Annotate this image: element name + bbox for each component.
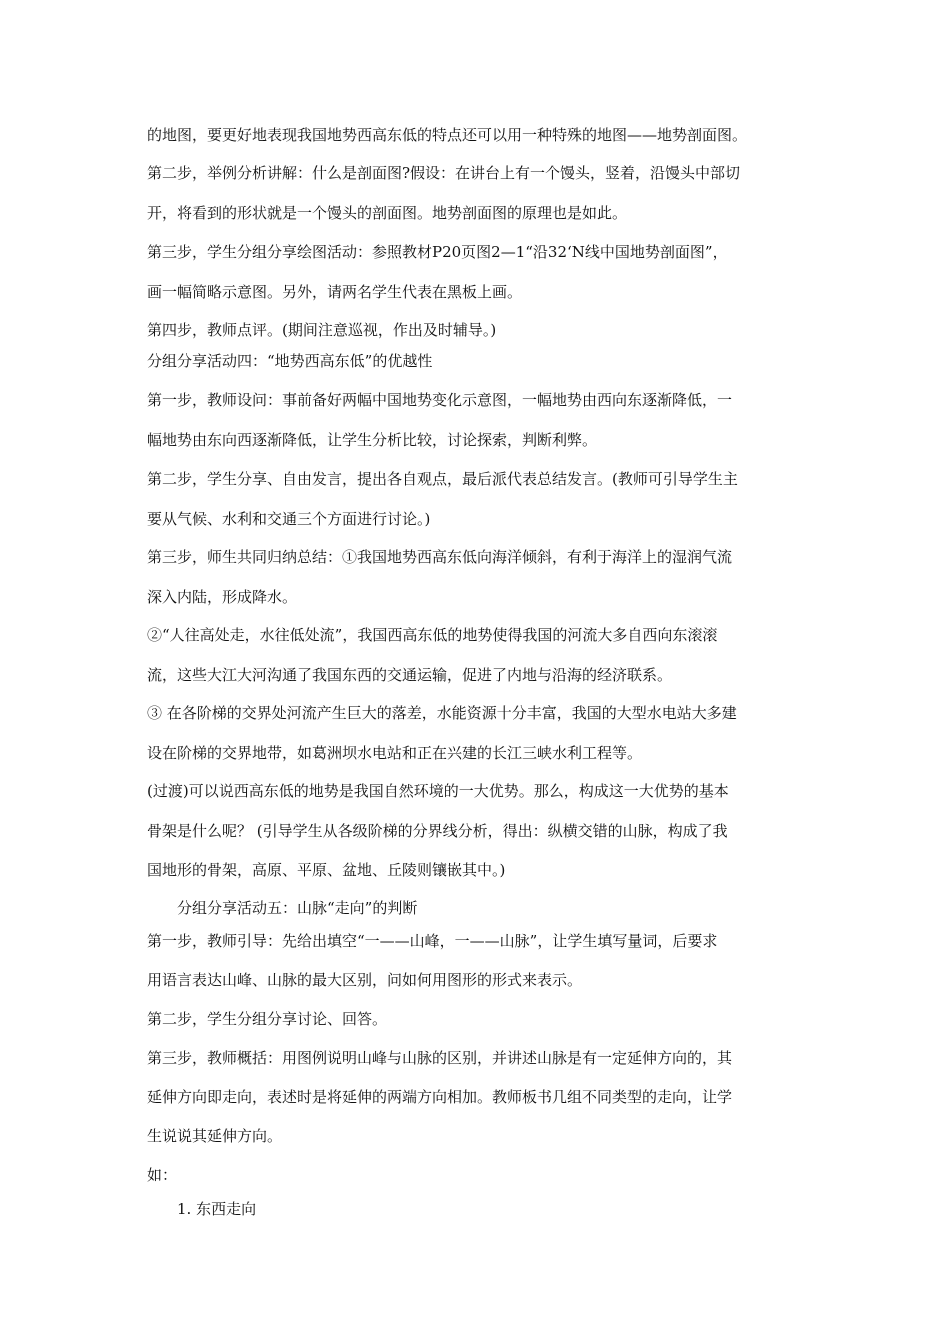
- section-heading-activity-5: 分组分享活动五：山脉“走向”的判断: [177, 899, 418, 917]
- text-line-6: 第四步，教师点评。(期间注意巡视，作出及时辅导。): [147, 321, 497, 339]
- text-line-18: (过渡)可以说西高东低的地势是我国自然环境的一大优势。那么，构成这一大优势的基本: [147, 782, 729, 800]
- text-line-2: 第二步，举例分析讲解：什么是剖面图?假设：在讲台上有一个馒头，竖着，沿馒头中部切: [147, 164, 741, 182]
- text-line-1: 的地图，要更好地表现我国地势西高东低的特点还可以用一种特殊的地图——地势剖面图。: [147, 126, 748, 144]
- text-line-14: ②“人往高处走，水往低处流”，我国西高东低的地势使得我国的河流大多自西向东滚滚: [147, 626, 718, 644]
- section-heading-activity-4: 分组分享活动四：“地势西高东低”的优越性: [147, 352, 433, 370]
- text-line-19: 骨架是什么呢？ (引导学生从各级阶梯的分界线分析，得出：纵横交错的山脉，构成了我: [147, 822, 728, 840]
- text-line-11: 要从气候、水利和交通三个方面进行讨论。): [147, 510, 431, 528]
- text-line-20: 国地形的骨架，高原、平原、盆地、丘陵则镶嵌其中。): [147, 861, 506, 879]
- text-line-25: 第三步，教师概括：用图例说明山峰与山脉的区别，并讲述山脉是有一定延伸方向的，其: [147, 1049, 733, 1067]
- text-line-16: ③ 在各阶梯的交界处河流产生巨大的落差，水能资源十分丰富，我国的大型水电站大多建: [147, 704, 737, 722]
- text-line-4: 第三步，学生分组分享绘图活动：参照教材P20页图2—1“沿32‘N线中国地势剖面图”，: [147, 243, 728, 261]
- text-line-28: 如：: [147, 1166, 178, 1184]
- text-line-26: 延伸方向即走向，表述时是将延伸的两端方向相加。教师板书几组不同类型的走向，让学: [147, 1088, 733, 1106]
- text-line-15: 流，这些大江大河沟通了我国东西的交通运输，促进了内地与沿海的经济联系。: [147, 666, 673, 684]
- text-line-8: 第一步，教师设问：事前备好两幅中国地势变化示意图，一幅地势由西向东逐渐降低，一: [147, 391, 733, 409]
- list-item-1: 1. 东西走向: [177, 1200, 257, 1218]
- text-line-17: 设在阶梯的交界地带，如葛洲坝水电站和正在兴建的长江三峡水利工程等。: [147, 744, 643, 762]
- text-line-3: 开，将看到的形状就是一个馒头的剖面图。地势剖面图的原理也是如此。: [147, 204, 628, 222]
- text-line-23: 用语言表达山峰、山脉的最大区别，问如何用图形的形式来表示。: [147, 971, 583, 989]
- text-line-27: 生说说其延伸方向。: [147, 1127, 283, 1145]
- text-line-13: 深入内陆，形成降水。: [147, 588, 298, 606]
- text-line-22: 第一步，教师引导：先给出填空“一——山峰，一——山脉”，让学生填写量词，后要求: [147, 932, 718, 950]
- text-line-5: 画一幅简略示意图。另外，请两名学生代表在黑板上画。: [147, 283, 523, 301]
- text-line-24: 第二步，学生分组分享讨论、回答。: [147, 1010, 388, 1028]
- text-line-12: 第三步，师生共同归纳总结：①我国地势西高东低向海洋倾斜，有利于海洋上的湿润气流: [147, 548, 733, 566]
- text-line-9: 幅地势由东向西逐渐降低，让学生分析比较，讨论探索，判断利弊。: [147, 431, 598, 449]
- text-line-10: 第二步，学生分享、自由发言，提出各自观点，最后派代表总结发言。(教师可引导学生主: [147, 470, 738, 488]
